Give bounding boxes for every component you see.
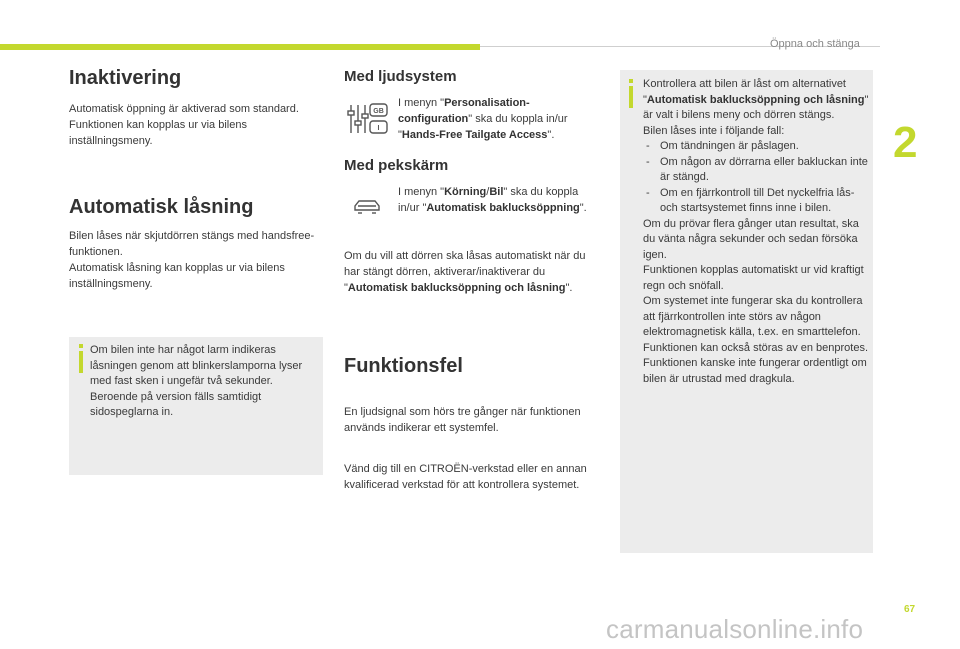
header-accent-bar <box>0 44 480 50</box>
paragraph-auto-lasning-2: Automatisk låsning kan kopplas ur via bilens inställningsmeny. <box>69 262 285 290</box>
heading-automatisk-lasning: Automatisk låsning <box>69 196 254 218</box>
info-text-2: Beroende på version fälls samtidigt sidospeglarna in. <box>90 390 262 418</box>
auto-lock-paragraph: Om du vill att dörren ska låsas automatiskt när du har stängt dörren, aktiverar/inaktiverar du "Automatisk baklucksöppning och låsning". <box>344 250 586 294</box>
lock-check-intro: Kontrollera att bilen är låst om alternativet "Automatisk baklucksöppning och låsning" är valt i bilens meny och dörren stängs. <box>643 78 869 121</box>
page-number: 67 <box>904 604 916 615</box>
chapter-number: 2 <box>893 118 918 167</box>
info-icon-bar <box>629 86 633 108</box>
paragraph-retry: Om du prövar flera gånger utan resultat, ska du vänta några sekunder och sedan försöka igen. <box>643 217 859 261</box>
section-title: Öppna och stänga <box>770 38 860 50</box>
heading-funktionsfel: Funktionsfel <box>344 355 463 377</box>
list-item: - Om någon av dörrarna eller bakluckan inte är stängd. <box>643 155 869 186</box>
svg-text:I: I <box>377 125 380 132</box>
paragraph-inaktivering: Automatisk öppning är aktiverad som standard. Funktionen kan kopplas ur via bilens inställningsmeny. <box>69 103 299 147</box>
heading-med-ljudsystem: Med ljudsystem <box>344 68 457 85</box>
ljudsystem-instruction: I menyn "Personalisation-configuration" ska du koppla in/ur "Hands-Free Tailgate Access". <box>398 97 568 141</box>
settings-sliders-icon <box>346 102 390 136</box>
info-icon-bar <box>79 351 83 373</box>
info-box-lock-check <box>620 70 873 553</box>
paragraph-towbar: Funktionen kanske inte fungerar ordentligt om bilen är utrustad med dragkula. <box>643 357 867 385</box>
pekskarm-instruction: I menyn "Körning/Bil" ska du koppla in/ur "Automatisk baklucksöppning". <box>398 186 587 214</box>
funktionsfel-paragraph-1: En ljudsignal som hörs tre gånger när funktionen används indikerar ett systemfel. <box>344 406 581 434</box>
paragraph-rain: Funktionen kopplas automatiskt ur vid kraftigt regn och snöfall. <box>643 264 864 292</box>
svg-text:GB: GB <box>373 108 384 115</box>
watermark: carmanualsonline.info <box>606 614 864 644</box>
list-item: - Om en fjärrkontroll till Det nyckelfria lås- och startsystemet finns inne i bilen. <box>643 186 869 217</box>
info-icon <box>629 79 633 83</box>
paragraph-prosthesis: Funktionen kan också störas av en benprotes. <box>643 341 869 354</box>
funktionsfel-paragraph-2: Vänd dig till en CITROËN-verkstad eller en annan kvalificerad verkstad för att kontrollera systemet. <box>344 463 587 491</box>
heading-inaktivering: Inaktivering <box>69 67 182 89</box>
cases-list <box>643 139 869 217</box>
cases-intro: Bilen låses inte i följande fall: <box>643 124 785 137</box>
paragraph-interference: Om systemet inte fungerar ska du kontrollera att fjärrkontrollen inte störs av någon elektromagnetisk källa, t.ex. en smarttelefon. <box>643 295 863 338</box>
info-box-larm <box>69 337 323 475</box>
car-icon <box>352 197 382 217</box>
info-icon <box>79 344 83 348</box>
heading-med-pekskarm: Med pekskärm <box>344 157 449 174</box>
info-text-1: Om bilen inte har något larm indikeras låsningen genom att blinkerslamporna lyser med fast sken i ungefär två sekunder. <box>90 344 303 387</box>
paragraph-auto-lasning-1: Bilen låses när skjutdörren stängs med handsfree-funktionen. <box>69 230 315 258</box>
list-item: - Om tändningen är påslagen. <box>643 139 869 155</box>
